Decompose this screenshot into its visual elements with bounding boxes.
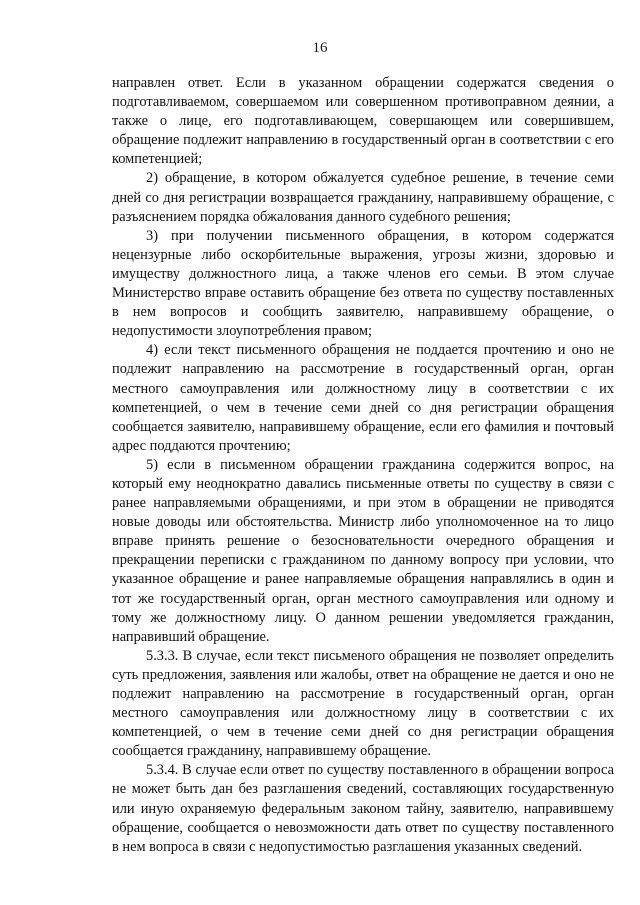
page-number: 16 bbox=[312, 40, 328, 56]
paragraph-1: направлен ответ. Если в указанном обращении содержатся сведения о подготавливаемом, совершаемом или совершенном противоправном деянии, а также о лице, его подготавливающем, совершающем или совершившем, обращение подлежит направлению в государственный орган в соответствии с его компетенцией; bbox=[112, 75, 614, 168]
paragraph-6: 5.3.3. В случае, если текст письменого обращения не позволяет определить суть предложения, заявления или жалобы, ответ на обращение не дается и оно не подлежит направлению на рассмотрение в государственный орган, орган местного самоуправления или должностному лицу в соответствии с их компетенцией, о чем в течение семи дней со дня регистрации обращения сообщается гражданину, направившему обращение. bbox=[112, 647, 614, 760]
paragraph-5: 5) если в письменном обращении гражданина содержится вопрос, на который ему неоднократно давались письменные ответы по существу в связи с ранее направляемыми обращениями, и при этом в обращении не приводятся новые доводы или обстоятельства. Министр либо уполномоченное на то лицо вправе принять решение о безосновательности очередного обращения и прекращении переписки с гражданином по данному вопросу при условии, что указанное обращение и ранее направляемые обращения направлялись в один и тот же государственный орган, орган местного самоуправления или одному и тому же должностному лицу. О данном решении уведомляется гражданин, направивший обращение. bbox=[112, 456, 614, 645]
paragraph-4: 4) если текст письменного обращения не поддается прочтению и оно не подлежит направлению на рассмотрение в государственный орган, орган местного самоуправления или должностному лицу в соответствии с их компетенцией, о чем в течение семи дней со дня регистрации обращения сообщается заявителю, направившему обращение, если его фамилия и почтовый адрес поддаются прочтению; bbox=[112, 342, 614, 454]
document-body bbox=[112, 74, 614, 857]
paragraph-3: 3) при получении письменного обращения, в котором содержатся нецензурные либо оскорбительные выражения, угрозы жизни, здоровью и имуществу должностного лица, а также членов его семьи. В этом случае Министерство вправе оставить обращение без ответа по существу поставленных в нем вопросов и сообщить заявителю, направившему обращение, о недопустимости злоупотребления правом; bbox=[112, 227, 614, 340]
paragraph-7: 5.3.4. В случае если ответ по существу поставленного в обращении вопроса не может быть дан без разглашения сведений, составляющих государственную или иную охраняемую федеральным законом тайну, заявителю, направившему обращение, сообщается о невозможности дать ответ по существу поставленного в нем вопроса в связи с недопустимостью разглашения указанных сведений. bbox=[112, 762, 614, 855]
paragraph-2: 2) обращение, в котором обжалуется судебное решение, в течение семи дней со дня регистрации возвращается гражданину, направившему обращение, с разъяснением порядка обжалования данного судебного решения; bbox=[112, 170, 614, 225]
